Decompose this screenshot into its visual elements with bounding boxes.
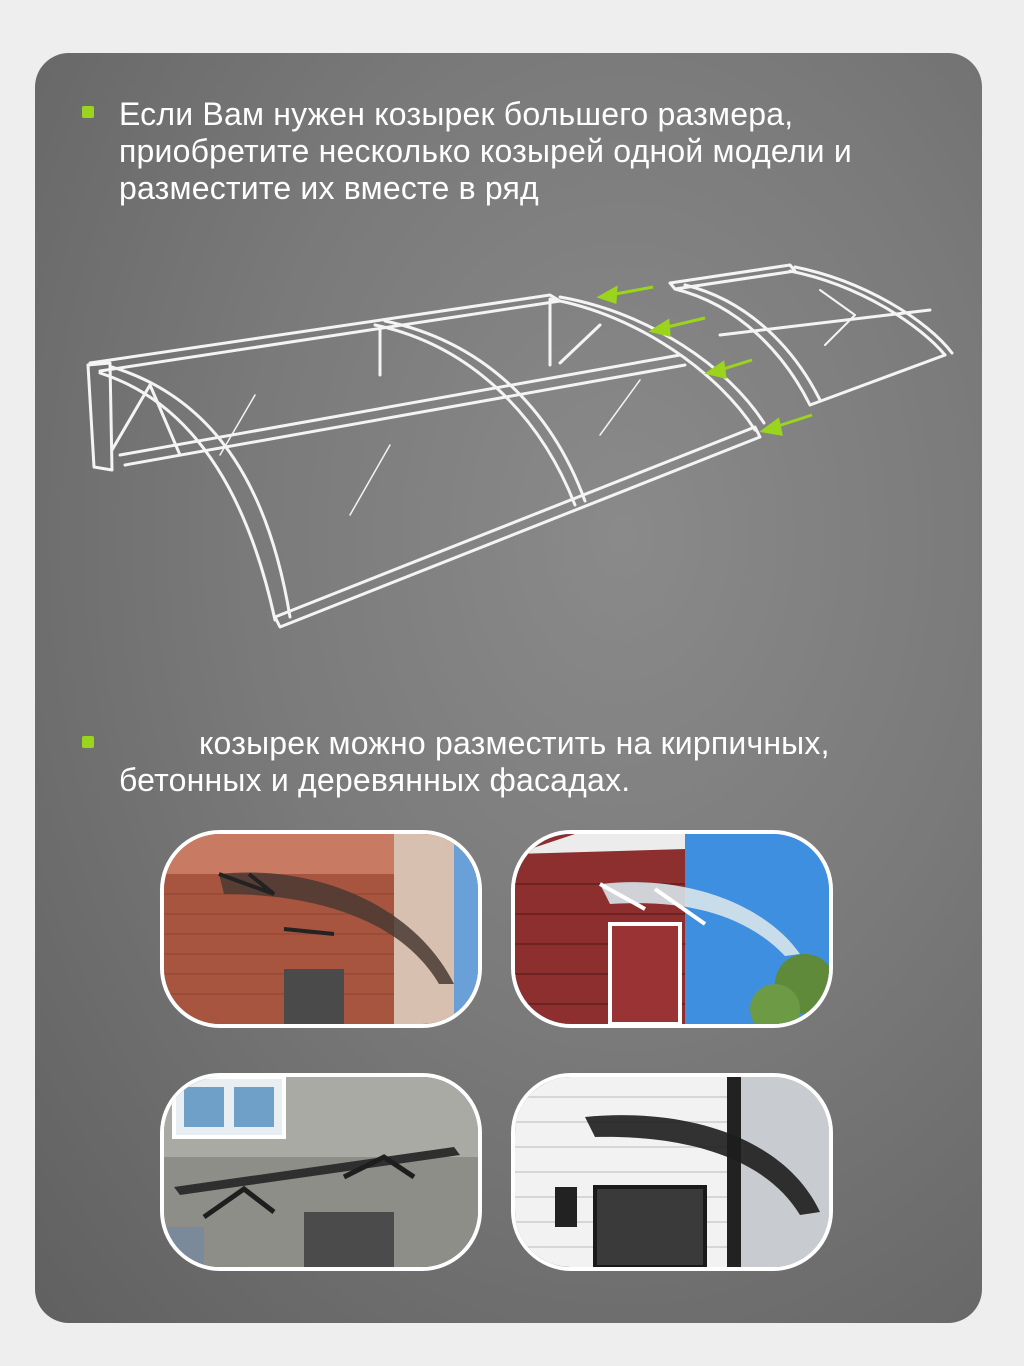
bullet-marker [82, 736, 94, 748]
bullet-1-line-1: Если Вам нужен козырек большего размера, [119, 96, 794, 132]
photo-siding-facade [511, 1073, 833, 1271]
bullet-text-1 [119, 96, 939, 207]
bullet-text-2 [119, 725, 939, 799]
bullet-2-line-1: козырек можно разместить на кирпичных, [199, 725, 830, 761]
photo-concrete-facade [160, 1073, 482, 1271]
bullet-2-line-2: бетонных и деревянных фасадах. [119, 762, 631, 798]
bullet-marker [82, 106, 94, 118]
photo-brick-facade [160, 830, 482, 1028]
bullet-1-line-3: разместите их вместе в ряд [119, 170, 539, 206]
bullet-1-line-2: приобретите несколько козырей одной модели и [119, 133, 852, 169]
photo-wood-facade [511, 830, 833, 1028]
canopy-assembly-diagram [80, 255, 960, 655]
